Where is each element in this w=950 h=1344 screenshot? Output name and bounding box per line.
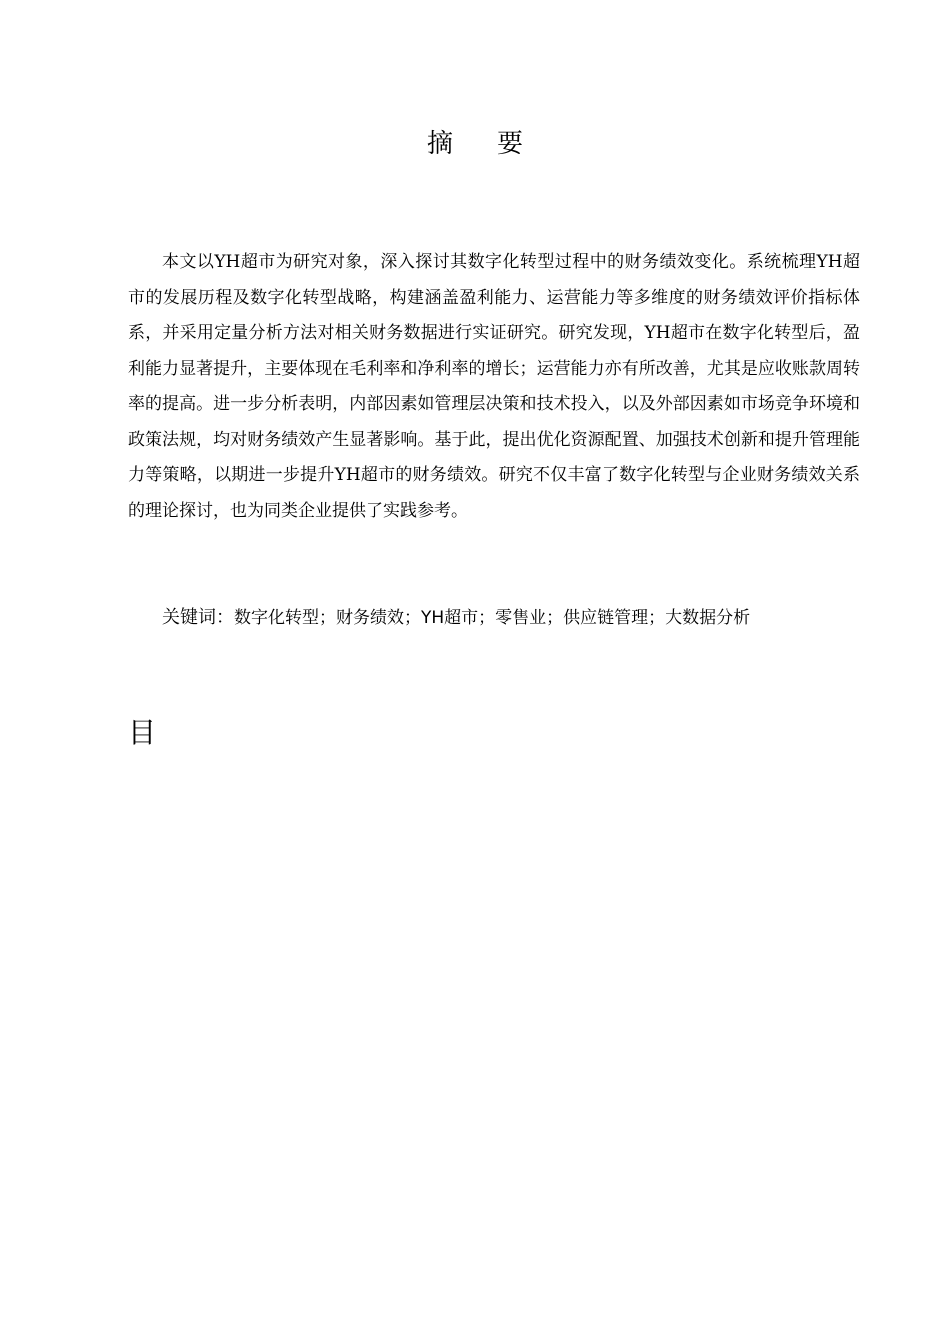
keywords-label: 关键词： [162,607,234,628]
abstract-title [0,126,950,162]
abstract-title-char-2: 要 [497,129,524,159]
abstract-title-char-1: 摘 [426,129,453,159]
keywords-line [162,603,882,633]
table-of-contents-heading: 目 [128,716,157,749]
abstract-body: 本文以YH超市为研究对象，深入探讨其数字化转型过程中的财务绩效变化。系统梳理YH超市的发展历程及数字化转型战略，构建涵盖盈利能力、运营能力等多维度的财务绩效评价指标体系，并采用定量分析方法对相关财务数据进行实证研究。研究发现，YH超市在数字化转型后，盈利能力显著提升，主要体现在毛利率和净利率的增长；运营能力亦有所改善，尤其是应收账款周转率的提高。进一步分析表明，内部因素如管理层决策和技术投入，以及外部因素如市场竞争环境和政策法规，均对财务绩效产生显著影响。基于此，提出优化资源配置、加强技术创新和提升管理能力等策略，以期进一步提升YH超市的财务绩效。研究不仅丰富了数字化转型与企业财务绩效关系的理论探讨，也为同类企业提供了实践参考。 [128,252,860,521]
keywords-list: 数字化转型；财务绩效；YH超市；零售业；供应链管理；大数据分析 [234,608,751,628]
